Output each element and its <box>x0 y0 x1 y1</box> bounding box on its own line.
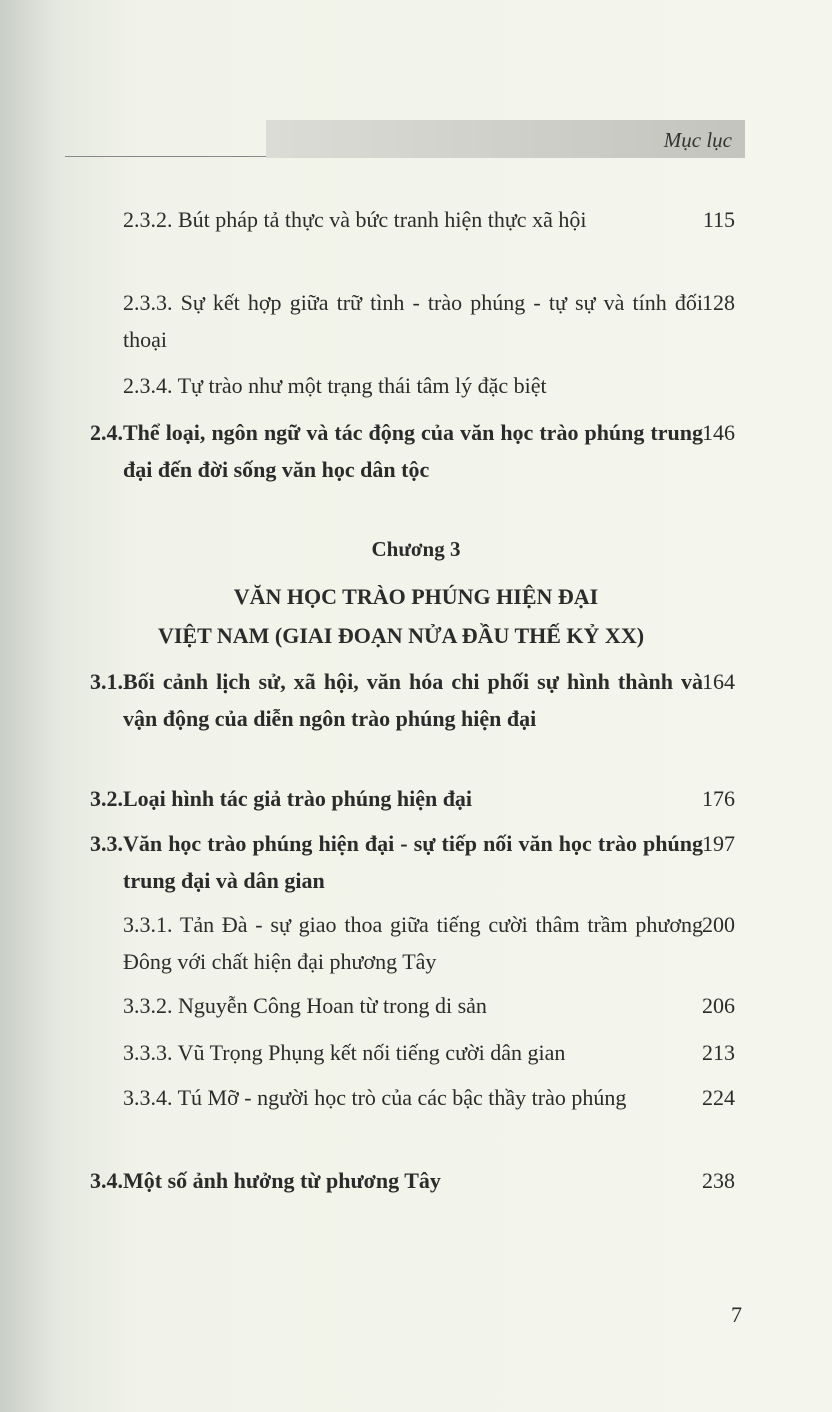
toc-page: 213 <box>702 1040 735 1065</box>
toc-number: 3.2. <box>90 786 123 811</box>
toc-entry-text: 3.3.2. Nguyễn Công Hoan từ trong di sản <box>123 993 487 1018</box>
toc-entry-text: Loại hình tác giả trào phúng hiện đại <box>123 786 473 811</box>
toc-page: 146 <box>702 420 735 445</box>
toc-entry-text: Một số ảnh hưởng từ phương Tây <box>123 1168 441 1193</box>
toc-entry-text: 2.3.3. Sự kết hợp giữa trữ tình - trào phúng - tự sự và tính đối thoại <box>123 290 703 352</box>
toc-page: 200 <box>702 912 735 937</box>
toc-entry-text: 3.3.4. Tú Mỡ - người học trò của các bậc thầy trào phúng <box>123 1085 627 1110</box>
running-header: Mục lục <box>663 128 732 152</box>
toc-entry-text: Văn học trào phúng hiện đại - sự tiếp nối văn học trào phúng trung đại và dân gian <box>123 831 703 893</box>
page-number: 7 <box>731 1302 742 1327</box>
toc-page: 197 <box>702 831 735 856</box>
toc-entry-text: Bối cảnh lịch sử, xã hội, văn hóa chi phối sự hình thành và vận động của diễn ngôn trào phúng hiện đại <box>123 669 703 731</box>
toc-page: 176 <box>702 786 735 811</box>
toc-number: 3.4. <box>90 1168 123 1193</box>
toc-page: 128 <box>702 290 735 315</box>
toc-entry-text: 3.3.1. Tản Đà - sự giao thoa giữa tiếng cười thâm trầm phương Đông với chất hiện đại phương Tây <box>123 912 703 974</box>
toc-number: 2.4. <box>90 420 123 445</box>
toc-page: 206 <box>702 993 735 1018</box>
toc-number: 3.1. <box>90 669 123 694</box>
toc-number: 3.3. <box>90 831 123 856</box>
toc-page: 115 <box>702 207 735 232</box>
toc-entry-text: 3.3.3. Vũ Trọng Phụng kết nối tiếng cười dân gian <box>123 1040 566 1065</box>
toc-entry-text: 2.3.2. Bút pháp tả thực và bức tranh hiện thực xã hội <box>123 207 587 232</box>
toc-page: 224 <box>702 1085 735 1110</box>
toc-entry-text: 2.3.4. Tự trào như một trạng thái tâm lý đặc biệt <box>123 373 547 398</box>
toc-entry-text: Thể loại, ngôn ngữ và tác động của văn học trào phúng trung đại đến đời sống văn học dân tộc <box>123 420 703 482</box>
header-rule <box>65 156 267 157</box>
toc-page: 238 <box>702 1168 735 1193</box>
toc-page: 164 <box>702 669 735 694</box>
chapter-title-line1: VĂN HỌC TRÀO PHÚNG HIỆN ĐẠI <box>233 584 599 609</box>
chapter-title-line2: VIỆT NAM (GIAI ĐOẠN NỬA ĐẦU THẾ KỶ XX) <box>157 623 645 648</box>
chapter-label: Chương 3 <box>371 537 461 561</box>
